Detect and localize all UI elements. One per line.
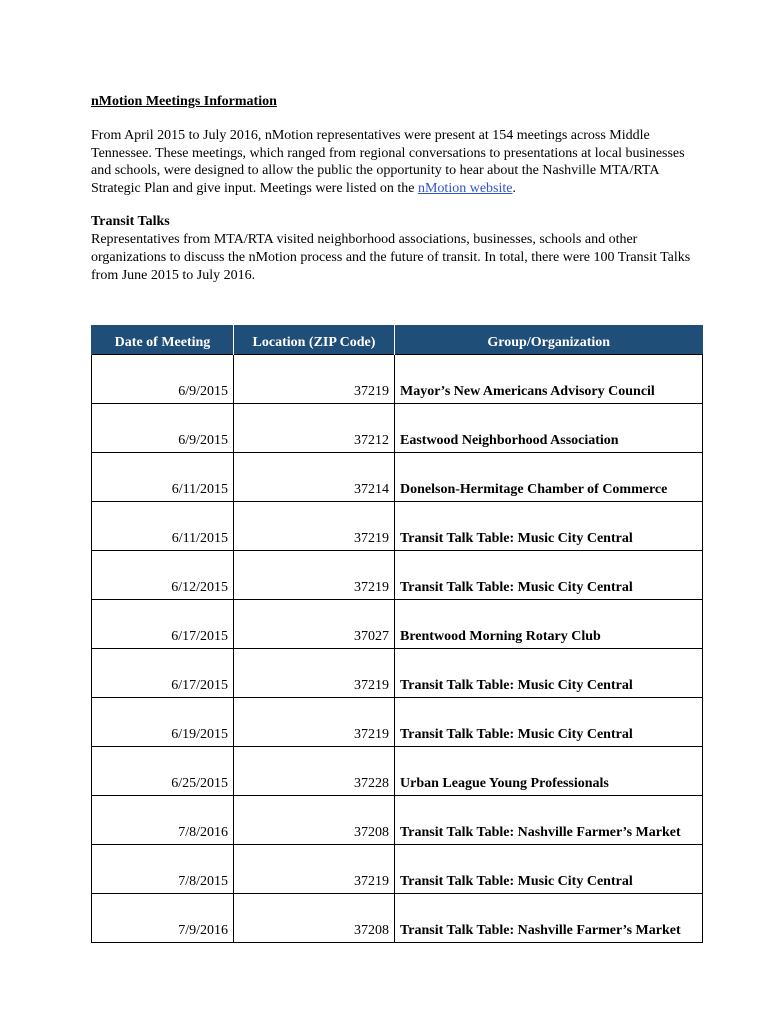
cell-date: 7/8/2016: [92, 796, 234, 845]
intro-end: .: [512, 180, 516, 196]
cell-zip: 37027: [234, 600, 395, 649]
header-date: Date of Meeting: [92, 325, 234, 355]
cell-group: Transit Talk Table: Music City Central: [395, 649, 703, 698]
cell-group: Eastwood Neighborhood Association: [395, 404, 703, 453]
cell-group: Transit Talk Table: Music City Central: [395, 698, 703, 747]
cell-zip: 37219: [234, 698, 395, 747]
cell-date: 6/9/2015: [92, 355, 234, 404]
table-row: [92, 551, 703, 600]
table-row: [92, 502, 703, 551]
intro-paragraph: [91, 127, 703, 197]
table-row: [92, 845, 703, 894]
table-body: [92, 355, 703, 943]
cell-date: 6/11/2015: [92, 502, 234, 551]
cell-zip: 37219: [234, 845, 395, 894]
section-paragraph: Representatives from MTA/RTA visited neighborhood associations, businesses, schools and other organizations to discuss the nMotion process and the future of transit. In total, there were 100 Transit Talks from June 2015 to July 2016.: [91, 232, 691, 283]
cell-zip: 37219: [234, 649, 395, 698]
cell-zip: 37208: [234, 796, 395, 845]
intro-text: From April 2015 to July 2016, nMotion representatives were present at 154 meetings across Middle Tennessee. These meetings, which ranged from regional conversations to presentations at local businesses and schools, were designed to allow the public the opportunity to hear about the Nashville MTA/RTA Strategic Plan and give input. Meetings were listed on the: [91, 128, 685, 196]
cell-zip: 37219: [234, 502, 395, 551]
cell-date: 6/19/2015: [92, 698, 234, 747]
meetings-table: [91, 325, 703, 943]
cell-group: Donelson-Hermitage Chamber of Commerce: [395, 453, 703, 502]
page-title: nMotion Meetings Information: [91, 94, 277, 109]
cell-date: 7/8/2015: [92, 845, 234, 894]
table-row: [92, 404, 703, 453]
cell-zip: 37214: [234, 453, 395, 502]
cell-group: Transit Talk Table: Nashville Farmer’s Market: [395, 796, 703, 845]
cell-date: 6/17/2015: [92, 649, 234, 698]
cell-group: Transit Talk Table: Music City Central: [395, 845, 703, 894]
table-row: [92, 894, 703, 943]
document-body: [91, 93, 703, 284]
cell-group: Transit Talk Table: Music City Central: [395, 551, 703, 600]
nmotion-website-link[interactable]: nMotion website: [417, 180, 513, 196]
cell-date: 6/11/2015: [92, 453, 234, 502]
cell-zip: 37212: [234, 404, 395, 453]
cell-zip: 37208: [234, 894, 395, 943]
table-row: [92, 355, 703, 404]
table-row: [92, 649, 703, 698]
table-row: [92, 453, 703, 502]
cell-zip: 37219: [234, 551, 395, 600]
header-zip: Location (ZIP Code): [234, 325, 395, 355]
cell-date: 7/9/2016: [92, 894, 234, 943]
section-title: Transit Talks: [91, 214, 170, 230]
cell-date: 6/17/2015: [92, 600, 234, 649]
table-header-row: [92, 325, 703, 355]
cell-group: Transit Talk Table: Music City Central: [395, 502, 703, 551]
header-group: Group/Organization: [395, 325, 703, 355]
table-row: [92, 747, 703, 796]
cell-date: 6/9/2015: [92, 404, 234, 453]
cell-zip: 37228: [234, 747, 395, 796]
table-row: [92, 600, 703, 649]
cell-date: 6/25/2015: [92, 747, 234, 796]
cell-date: 6/12/2015: [92, 551, 234, 600]
cell-zip: 37219: [234, 355, 395, 404]
cell-group: Urban League Young Professionals: [395, 747, 703, 796]
cell-group: Mayor’s New Americans Advisory Council: [395, 355, 703, 404]
cell-group: Brentwood Morning Rotary Club: [395, 600, 703, 649]
table-row: [92, 796, 703, 845]
cell-group: Transit Talk Table: Nashville Farmer’s Market: [395, 894, 703, 943]
table-row: [92, 698, 703, 747]
